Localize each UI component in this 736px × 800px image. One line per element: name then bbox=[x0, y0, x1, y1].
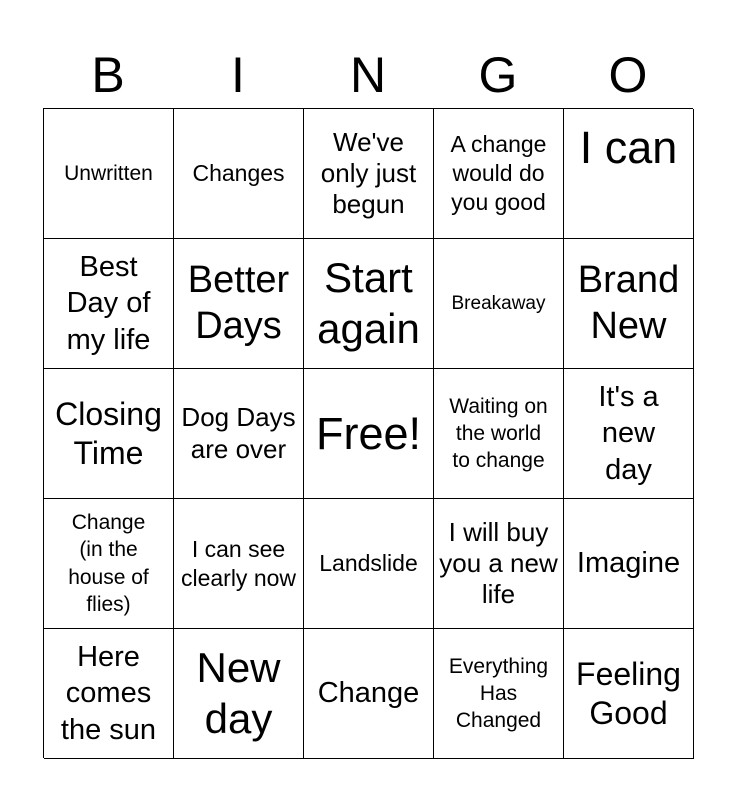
bingo-board bbox=[43, 108, 693, 758]
cell-label: Change bbox=[317, 677, 420, 710]
cell-label: New day bbox=[196, 644, 281, 742]
bingo-cell[interactable] bbox=[304, 239, 434, 369]
cell-label: Breakaway bbox=[451, 292, 546, 314]
cell-label: Start again bbox=[317, 254, 420, 352]
header-letter-g: G bbox=[478, 47, 518, 103]
bingo-cell[interactable] bbox=[44, 629, 174, 759]
bingo-cell[interactable] bbox=[174, 109, 304, 239]
bingo-cell[interactable] bbox=[564, 629, 694, 759]
cell-label: A change would do you good bbox=[450, 131, 547, 215]
cell-label: Better Days bbox=[187, 258, 290, 347]
bingo-cell[interactable] bbox=[304, 109, 434, 239]
bingo-cell[interactable] bbox=[564, 369, 694, 499]
free-space[interactable] bbox=[304, 369, 434, 499]
bingo-cell[interactable] bbox=[174, 629, 304, 759]
bingo-cell[interactable] bbox=[44, 109, 174, 239]
cell-label: Best Day of my life bbox=[66, 251, 151, 356]
bingo-cell[interactable] bbox=[564, 499, 694, 629]
bingo-cell[interactable] bbox=[174, 369, 304, 499]
cell-label: Everything Has Changed bbox=[448, 654, 549, 733]
bingo-cell[interactable] bbox=[434, 499, 564, 629]
bingo-cell[interactable] bbox=[174, 239, 304, 369]
bingo-cell[interactable] bbox=[434, 239, 564, 369]
bingo-header bbox=[43, 42, 693, 108]
cell-label: I will buy you a new life bbox=[439, 516, 558, 610]
cell-label: Landslide bbox=[319, 550, 418, 577]
header-letter-o: O bbox=[608, 47, 648, 103]
cell-label: We've only just begun bbox=[320, 126, 417, 220]
header-letter-b: B bbox=[91, 47, 125, 103]
cell-label: It's a new day bbox=[598, 381, 659, 486]
cell-label: I can see clearly now bbox=[180, 535, 297, 591]
header-letter-n: N bbox=[349, 47, 387, 103]
bingo-cell[interactable] bbox=[434, 369, 564, 499]
bingo-cell[interactable] bbox=[44, 369, 174, 499]
cell-label: I can bbox=[579, 122, 678, 173]
cell-label: Closing Time bbox=[55, 396, 162, 471]
cell-label: Here comes the sun bbox=[60, 641, 157, 746]
cell-label: Unwritten bbox=[64, 161, 153, 185]
cell-label: Feeling Good bbox=[576, 656, 681, 731]
bingo-cell[interactable] bbox=[434, 629, 564, 759]
cell-label: Free! bbox=[315, 407, 422, 459]
bingo-cell[interactable] bbox=[564, 109, 694, 239]
bingo-cell[interactable] bbox=[564, 239, 694, 369]
bingo-cell[interactable] bbox=[174, 499, 304, 629]
bingo-cell[interactable] bbox=[304, 629, 434, 759]
bingo-cell[interactable] bbox=[44, 239, 174, 369]
bingo-cell[interactable] bbox=[434, 109, 564, 239]
cell-label: Imagine bbox=[576, 547, 681, 580]
header-letter-i: I bbox=[231, 47, 245, 103]
cell-label: Dog Days are over bbox=[181, 402, 296, 464]
cell-label: Waiting on the world to change bbox=[449, 394, 548, 473]
bingo-cell[interactable] bbox=[44, 499, 174, 629]
bingo-cell[interactable] bbox=[304, 499, 434, 629]
cell-label: Changes bbox=[192, 160, 285, 187]
cell-label: Brand New bbox=[577, 258, 680, 347]
cell-label: Change (in the house of flies) bbox=[68, 510, 149, 616]
